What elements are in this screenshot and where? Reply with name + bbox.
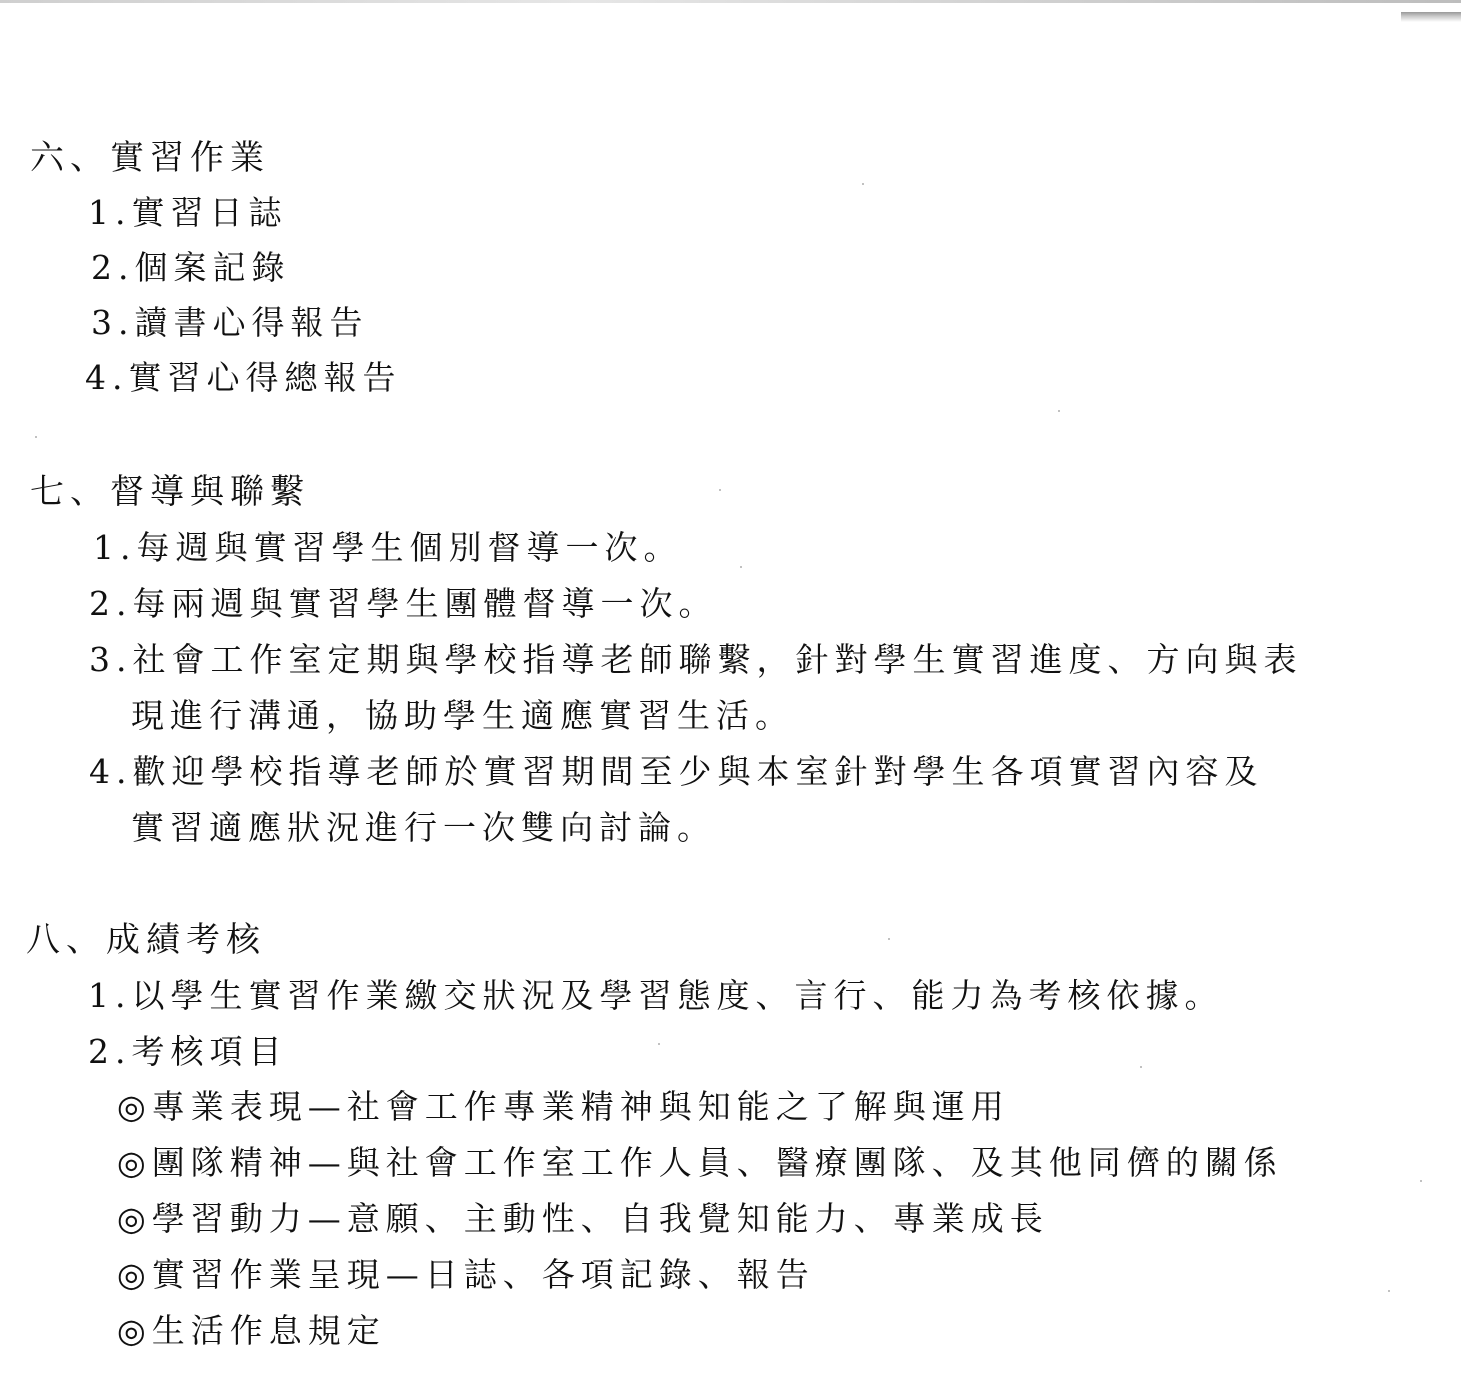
scan-speck bbox=[1140, 1066, 1142, 1068]
criterion-assignment-presentation: ◎實習作業呈現—日誌、各項記錄、報告 bbox=[117, 1255, 815, 1294]
supervision-item-3-continued: 現進行溝通，協助學生適應實習生活。 bbox=[131, 696, 794, 735]
section-title-supervision: 七、督導與聯繫 bbox=[30, 472, 310, 512]
grading-item-2: 2.考核項目 bbox=[88, 1032, 288, 1071]
supervision-item-1: 1.每週與實習學生個別督導一次。 bbox=[93, 528, 683, 567]
assignment-item-3: 3.讀書心得報告 bbox=[91, 303, 369, 342]
supervision-item-2: 2.每兩週與實習學生團體督導一次。 bbox=[89, 584, 718, 623]
grading-item-1: 1.以學生實習作業繳交狀況及學習態度、言行、能力為考核依據。 bbox=[88, 976, 1224, 1015]
scan-edge-top bbox=[0, 0, 1461, 3]
assignment-item-1: 1.實習日誌 bbox=[88, 193, 288, 232]
scan-speck bbox=[1420, 1180, 1422, 1182]
scan-speck bbox=[35, 436, 37, 438]
section-title-practicum-assignments: 六、實習作業 bbox=[30, 138, 270, 178]
criterion-learning-motivation: ◎學習動力—意願、主動性、自我覺知能力、專業成長 bbox=[117, 1199, 1049, 1238]
criterion-daily-routine: ◎生活作息規定 bbox=[117, 1311, 386, 1350]
scan-speck bbox=[1058, 410, 1060, 412]
scan-speck bbox=[740, 566, 742, 568]
scan-speck bbox=[1388, 1290, 1390, 1292]
section-title-grading: 八、成績考核 bbox=[26, 920, 266, 960]
criterion-professional-performance: ◎專業表現—社會工作專業精神與知能之了解與運用 bbox=[117, 1087, 1010, 1126]
scan-speck bbox=[719, 489, 721, 491]
criterion-team-spirit: ◎團隊精神—與社會工作室工作人員、醫療團隊、及其他同儕的關係 bbox=[117, 1143, 1283, 1182]
assignment-item-4: 4.實習心得總報告 bbox=[85, 358, 402, 397]
scan-speck bbox=[658, 1043, 660, 1045]
scan-speck bbox=[888, 938, 890, 940]
supervision-item-4-continued: 實習適應狀況進行一次雙向討論。 bbox=[131, 808, 716, 847]
supervision-item-4: 4.歡迎學校指導老師於實習期間至少與本室針對學生各項實習內容及 bbox=[89, 752, 1264, 791]
scan-speck bbox=[862, 183, 864, 185]
supervision-item-3: 3.社會工作室定期與學校指導老師聯繫，針對學生實習進度、方向與表 bbox=[89, 640, 1303, 679]
assignment-item-2: 2.個案記錄 bbox=[91, 248, 291, 287]
scan-edge-right bbox=[1401, 12, 1461, 22]
